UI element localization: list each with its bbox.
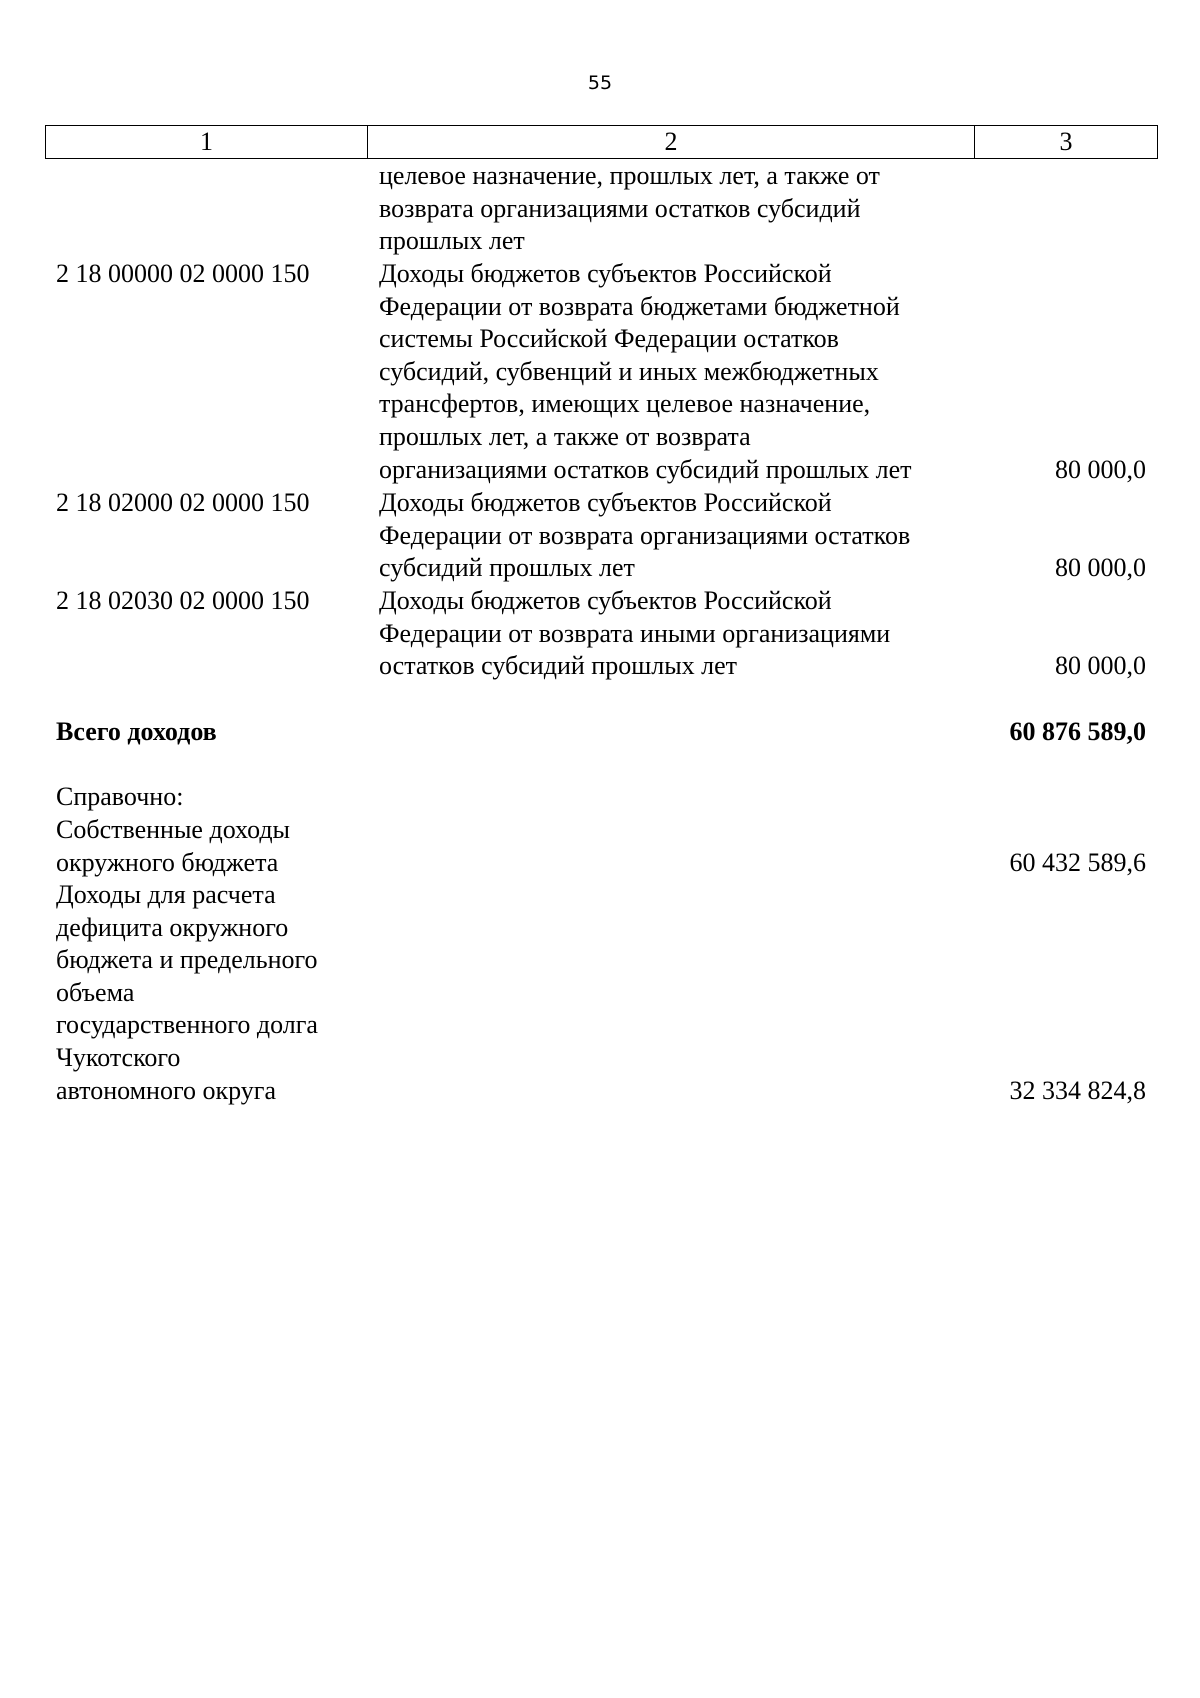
total-amount: 60 876 589,0 (1009, 717, 1146, 746)
row-2-code: 2 18 02000 02 0000 150 (56, 488, 310, 517)
table-header (45, 125, 1158, 159)
reference-item-2-amount: 32 334 824,8 (1009, 1076, 1146, 1105)
row-0-description: целевое назначение, прошлых лет, а также от возврата организациями остатков субсидий прошлых лет (379, 161, 880, 256)
header-col-3: 3 (975, 126, 1158, 159)
row-3-amount: 80 000,0 (1055, 651, 1146, 680)
row-1-description: Доходы бюджетов субъектов Российской Федерации от возврата бюджетами бюджетной системы Российской Федерации остатков субсидий, субвенций и иных межбюджетных трансфертов, имеющих целевое назначение, прошлых лет, а также от возврата организациями остатков субсидий прошлых лет (379, 259, 912, 484)
row-3-description: Доходы бюджетов субъектов Российской Федерации от возврата иными организациями остатков субсидий прошлых лет (379, 586, 891, 681)
header-col-2: 2 (368, 126, 975, 159)
reference-heading: Справочно: (56, 782, 184, 811)
reference-item-2-label: Доходы для расчета дефицита окружного бюджета и предельного объема государственного долга Чукотского автономного округа (56, 880, 318, 1105)
header-col-1: 1 (46, 126, 368, 159)
row-2-amount: 80 000,0 (1055, 553, 1146, 582)
reference-item-1-label: Собственные доходы окружного бюджета (56, 815, 291, 877)
page-number: 55 (587, 72, 613, 94)
row-3-code: 2 18 02030 02 0000 150 (56, 586, 310, 615)
reference-item-1-amount: 60 432 589,6 (1009, 848, 1146, 877)
row-2-description: Доходы бюджетов субъектов Российской Федерации от возврата организациями остатков субсидий прошлых лет (379, 488, 911, 583)
row-1-code: 2 18 00000 02 0000 150 (56, 259, 310, 288)
total-label: Всего доходов (56, 717, 217, 746)
row-1-amount: 80 000,0 (1055, 455, 1146, 484)
